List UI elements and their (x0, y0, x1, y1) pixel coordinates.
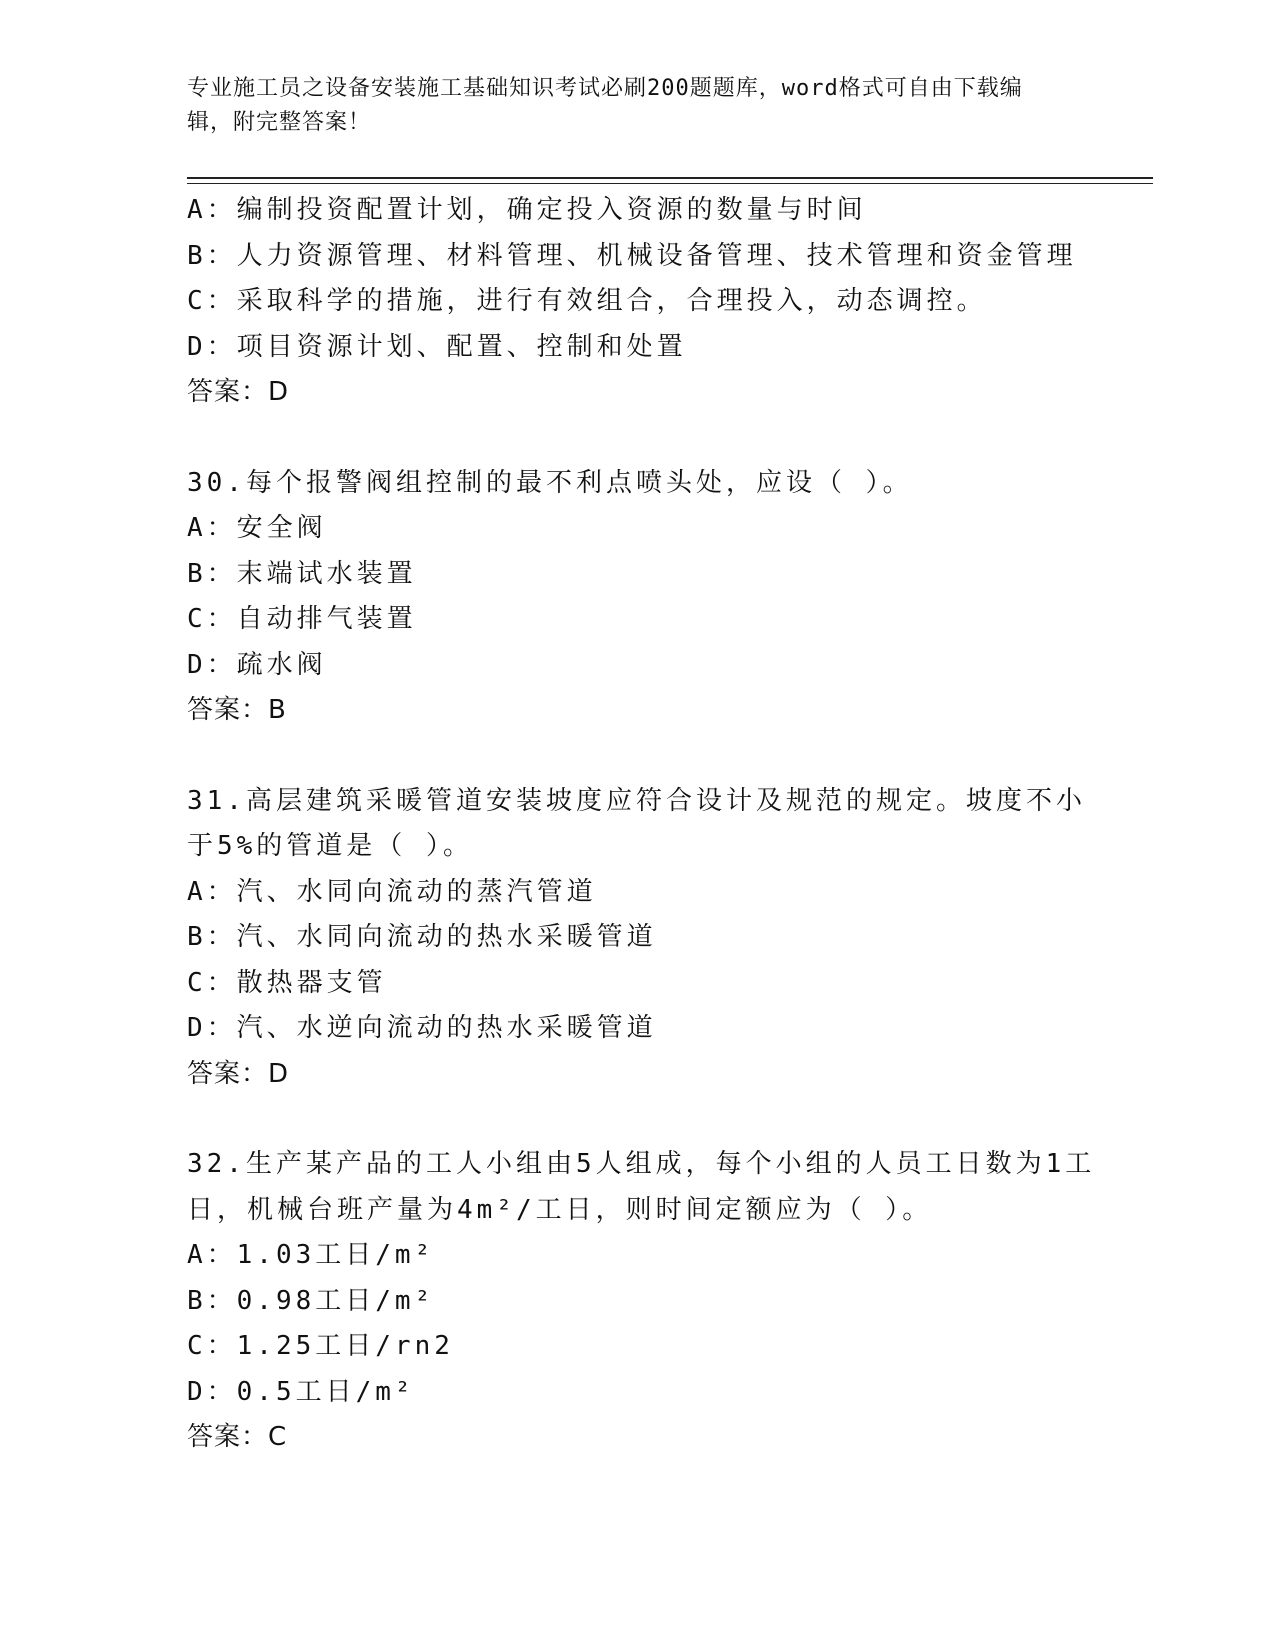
answer: 答案：D (187, 1058, 290, 1089)
question-list (187, 188, 1107, 1461)
option-d: D：0.5工日/m² (187, 1376, 415, 1407)
question-block-30 (187, 461, 1107, 734)
option-c: C：1.25工日/rn2 (187, 1331, 454, 1361)
question-text: 30.每个报警阀组控制的最不利点喷头处，应设（ ）。 (187, 467, 913, 498)
document-header: 专业施工员之设备安装施工基础知识考试必刷200题题库，word格式可自由下载编辑，附完整答案！ (187, 76, 1023, 135)
option-d: D：项目资源计划、配置、控制和处置 (187, 331, 687, 362)
option-d: D：疏水阀 (187, 649, 327, 680)
option-b: B：人力资源管理、材料管理、机械设备管理、技术管理和资金管理 (187, 240, 1077, 271)
question-block-29 (187, 188, 1107, 416)
question-text: 32.生产某产品的工人小组由5人组成，每个小组的人员工日数为1工日，机械台班产量为4m²/工日，则时间定额应为（ ）。 (187, 1149, 1096, 1225)
option-a: A：编制投资配置计划，确定投入资源的数量与时间 (187, 195, 867, 225)
option-a: A：1.03工日/m² (187, 1240, 435, 1270)
option-c: C：采取科学的措施，进行有效组合，合理投入，动态调控。 (187, 286, 987, 316)
header-rule-thin (187, 183, 1153, 184)
option-b: B：0.98工日/m² (187, 1285, 435, 1316)
answer: 答案：C (187, 1422, 288, 1452)
header-rule-thick (187, 177, 1153, 179)
option-c: C：自动排气装置 (187, 604, 417, 634)
question-text: 31.高层建筑采暖管道安装坡度应符合设计及规范的规定。坡度不小于5%的管道是（ ）。 (187, 785, 1086, 861)
option-a: A：汽、水同向流动的蒸汽管道 (187, 876, 597, 907)
question-block-31 (187, 779, 1107, 1098)
option-a: A：安全阀 (187, 513, 327, 543)
option-b: B：汽、水同向流动的热水采暖管道 (187, 922, 657, 952)
answer: 答案：D (187, 377, 290, 407)
question-block-32 (187, 1142, 1107, 1461)
option-d: D：汽、水逆向流动的热水采暖管道 (187, 1013, 657, 1043)
answer: 答案：B (187, 695, 287, 725)
option-b: B：末端试水装置 (187, 558, 417, 589)
option-c: C：散热器支管 (187, 967, 387, 998)
